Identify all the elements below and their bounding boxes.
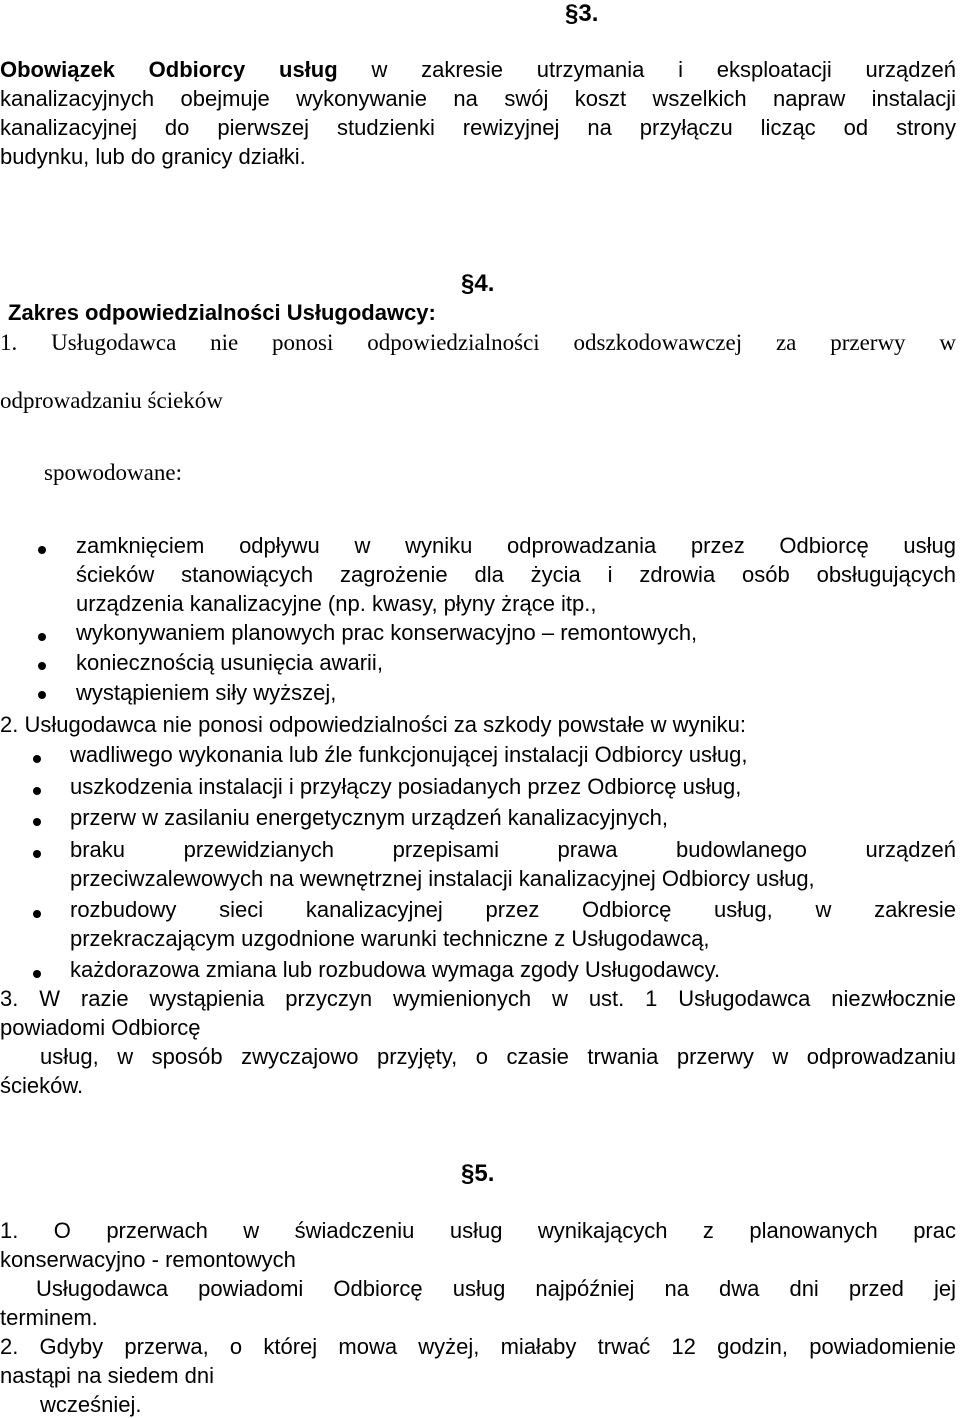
damage-5-line-1: rozbudowy sieci kanalizacyjnej przez Odbiorcę usług, w zakresie [70,897,956,922]
section-5-p2-line-2: nastąpi na siedem dni [0,1363,215,1388]
bullet-icon [33,787,41,795]
damage-5-line-2: przekraczającym uzgodnione warunki techniczne z Usługodawcą, [70,926,710,951]
damage-2-line-1: uszkodzenia instalacji i przyłączy posiadanych przez Odbiorcę usług, [70,774,742,799]
section-4-p2: 2. Usługodawca nie ponosi odpowiedzialności za szkody powstałe w wyniku: [0,712,746,737]
bullet-icon [33,910,41,918]
section-4-subheading: Zakres odpowiedzialności Usługodawcy: [8,300,436,325]
bullet-icon [38,633,46,641]
section-3-line-4: budynku, lub do granicy działki. [0,144,306,169]
cause-4-line-1: wystąpieniem siły wyższej, [76,680,337,705]
section-3-heading: §3. [565,0,599,27]
damage-4-line-2: przeciwzalewowych na wewnętrznej instalacji kanalizacyjnej Odbiorcy usług, [70,866,815,891]
section-4-heading: §4. [461,270,495,297]
cause-1-line-3: urządzenia kanalizacyjne (np. kwasy, płyny żrące itp., [76,591,597,616]
bullet-icon [33,970,41,978]
damage-3-line-1: przerw w zasilaniu energetycznym urządzeń kanalizacyjnych, [70,805,668,830]
bullet-icon [33,818,41,826]
damage-1-line-1: wadliwego wykonania lub źle funkcjonującej instalacji Odbiorcy usług, [70,742,748,767]
section-5-p1-line-3: Usługodawca powiadomi Odbiorcę usług najpóźniej na dwa dni przed jej [36,1276,956,1301]
damage-6-line-1: każdorazowa zmiana lub rozbudowa wymaga zgody Usługodawcy. [70,957,721,982]
bullet-icon [38,662,46,670]
section-5-heading: §5. [461,1160,495,1187]
section-4-p1-line-2: odprowadzaniu ścieków [0,388,223,413]
section-5-p1-line-4: terminem. [0,1305,98,1330]
section-4-p3-line-2: powiadomi Odbiorcę [0,1015,201,1040]
section-4-p1-line-1: 1. Usługodawca nie ponosi odpowiedzialności odszkodowawczej za przerwy w [0,330,956,355]
section-3-lead-bold: Obowiązek Odbiorcy usług [0,57,338,82]
section-3-line-1 [0,57,956,83]
section-5-p1-line-2: konserwacyjno - remontowych [0,1247,296,1272]
cause-3-line-1: koniecznością usunięcia awarii, [76,650,383,675]
section-4-p3-line-3: usług, w sposób zwyczajowo przyjęty, o czasie trwania przerwy w odprowadzaniu [40,1044,956,1069]
section-5-p2-line-1: 2. Gdyby przerwa, o której mowa wyżej, miałaby trwać 12 godzin, powiadomienie [0,1334,956,1359]
section-5-p2-line-3: wcześniej. [40,1392,142,1417]
cause-2-line-1: wykonywaniem planowych prac konserwacyjno – remontowych, [76,620,698,645]
bullet-icon [38,546,46,554]
section-5-p1-line-1: 1. O przerwach w świadczeniu usług wynikających z planowanych prac [0,1218,956,1243]
section-3-line-2: kanalizacyjnych obejmuje wykonywanie na swój koszt wszelkich napraw instalacji [0,86,956,111]
bullet-icon [38,691,46,699]
cause-1-line-1: zamknięciem odpływu w wyniku odprowadzania przez Odbiorcę usług [76,533,956,558]
damage-4-line-1: braku przewidzianych przepisami prawa budowlanego urządzeń [70,837,956,862]
section-3-line-3: kanalizacyjnej do pierwszej studzienki rewizyjnej na przyłączu licząc od strony [0,115,956,140]
section-4-p3-line-1: 3. W razie wystąpienia przyczyn wymienionych w ust. 1 Usługodawca niezwłocznie [0,986,956,1011]
bullet-icon [33,850,41,858]
section-4-p3-line-4: ścieków. [0,1073,84,1098]
section-3-lead-rest: w zakresie utrzymania i eksploatacji urządzeń [371,57,956,82]
bullet-icon [33,755,41,763]
cause-1-line-2: ścieków stanowiących zagrożenie dla życia i zdrowia osób obsługujących [76,562,956,587]
section-4-p1-line-3: spowodowane: [44,460,182,485]
